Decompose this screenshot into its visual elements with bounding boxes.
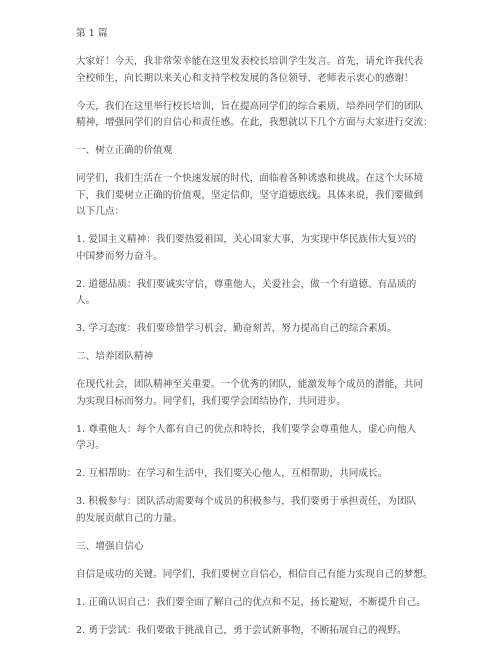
text-line: 2. 勇于尝试：我们要敢于挑战自己，勇于尝试新事物，不断拓展自己的视野。: [76, 624, 407, 636]
text-line: 一、树立正确的价值观: [76, 145, 173, 156]
paragraph: [76, 99, 472, 132]
text-line: 精神，增强同学们的自信心和责任感。在此，我想就以下几个方面与大家进行交流：: [76, 117, 433, 128]
paragraph: [76, 277, 472, 310]
paragraph: [76, 321, 472, 338]
text-line: 以下几点：: [76, 206, 125, 217]
text-line: 的发展贡献自己的力量。: [76, 512, 183, 524]
text-line: 1. 正确认识自己：我们要全面了解自己的优点和不足，扬长避短，不断提升自己。: [76, 596, 426, 608]
text-line: 学习。: [76, 440, 105, 451]
paragraph: [76, 171, 472, 221]
text-line: 全校师生，向长期以来关心和支持学校发展的各位领导、老师表示衷心的感谢！: [76, 72, 414, 84]
text-line: 下，我们要树立正确的价值观，坚定信仰，坚守道德底线。具体来说，我们要做到: [76, 189, 424, 201]
section-heading: [76, 539, 472, 556]
page-title: [76, 26, 472, 43]
paragraph: [76, 54, 472, 87]
text-line: 1. 爱国主义精神：我们要热爱祖国，关心国家大事，为实现中华民族伟大复兴的: [76, 234, 417, 245]
paragraph: [76, 494, 472, 527]
paragraph: [76, 377, 472, 410]
text-line: 2. 互相帮助：在学习和生活中，我们要关心他人，互相帮助，共同成长。: [76, 468, 388, 479]
text-line: 三、增强自信心: [76, 540, 144, 552]
paragraph: [76, 466, 472, 483]
text-line: 在现代社会，团队精神至关重要。一个优秀的团队，能激发每个成员的潜能，共同: [76, 379, 424, 390]
text-line: 自信是成功的关键。同学们，我们要树立自信心，相信自己有能力实现自己的梦想。: [76, 568, 433, 580]
text-line: 今天，我们在这里举行校长培训，旨在提高同学们的综合素质，培养同学们的团队: [76, 100, 424, 112]
text-line: 二、培养团队精神: [76, 351, 154, 362]
text-line: 中国梦而努力奋斗。: [76, 250, 163, 262]
paragraph: [76, 595, 472, 612]
section-heading: [76, 143, 472, 160]
paragraph: [76, 422, 472, 455]
text-line: 1. 尊重他人：每个人都有自己的优点和特长，我们要学会尊重他人，虚心向他人: [76, 423, 417, 435]
text-line: 大家好！今天，我非常荣幸能在这里发表校长培训学生发言。首先，请允许我代表: [76, 56, 424, 67]
title-line: 第 1 篇: [76, 28, 108, 39]
document-body: [76, 54, 472, 639]
paragraph: [76, 623, 472, 640]
text-line: 同学们，我们生活在一个快速发展的时代，面临着各种诱惑和挑战。在这个大环境: [76, 173, 424, 184]
paragraph: [76, 232, 472, 265]
text-line: 人。: [76, 295, 96, 306]
text-line: 2. 道德品质：我们要诚实守信，尊重他人，关爱社会，做一个有道德、有品质的: [76, 278, 417, 290]
section-heading: [76, 349, 472, 366]
text-line: 为实现目标而努力。同学们，我们要学会团结协作，共同进步。: [76, 395, 347, 407]
text-line: 3. 学习态度：我们要珍惜学习机会，勤奋刻苦，努力提高自己的综合素质。: [76, 323, 397, 334]
paragraph: [76, 567, 472, 584]
text-line: 3. 积极参与：团队活动需要每个成员的积极参与，我们要勇于承担责任，为团队: [76, 496, 417, 507]
